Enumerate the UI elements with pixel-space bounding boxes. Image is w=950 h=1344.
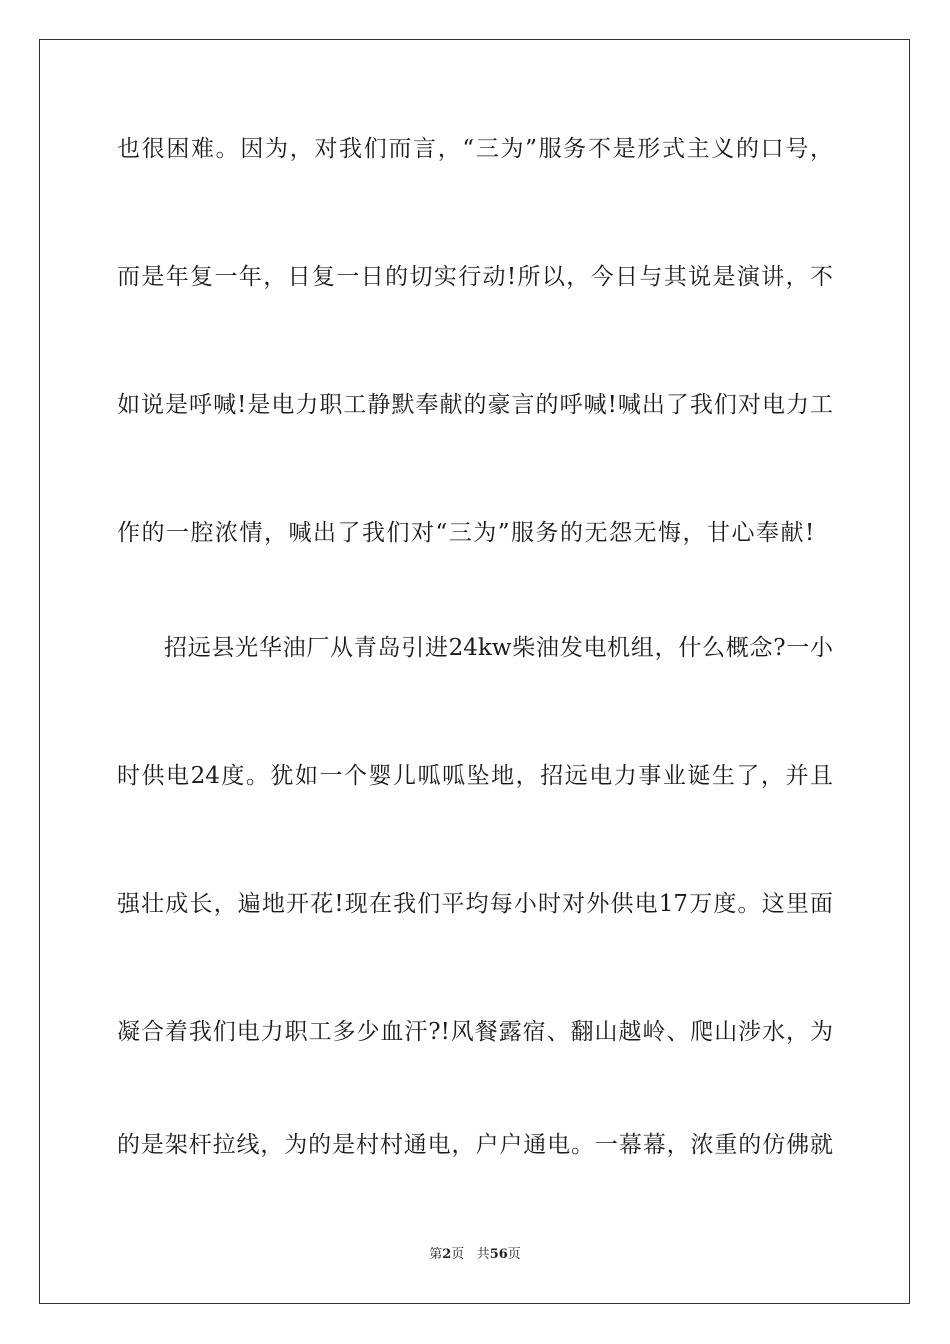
total-label-suffix: 页 xyxy=(507,1247,521,1262)
text-line: 作的一腔浓情，喊出了我们对“三为”服务的无怨无悔，甘心奉献! xyxy=(117,520,816,546)
text-line: 如说是呼喊!是电力职工静默奉献的豪言的呼喊!喊出了我们对电力工 xyxy=(117,392,833,418)
page-label-suffix: 页 xyxy=(451,1247,465,1262)
total-pages: 56 xyxy=(489,1247,508,1262)
text-line: 时供电24度。犹如一个婴儿呱呱坠地，招远电力事业诞生了，并且 xyxy=(117,763,833,789)
text-line: 的是架杆拉线，为的是村村通电，户户通电。一幕幕，浓重的仿佛就 xyxy=(117,1132,833,1158)
page-footer xyxy=(0,1245,950,1265)
page-border xyxy=(39,39,910,1304)
text-line: 也很困难。因为，对我们而言，“三为”服务不是形式主义的口号， xyxy=(117,136,833,162)
text-line: 强壮成长，遍地开花!现在我们平均每小时对外供电17万度。这里面 xyxy=(117,891,833,917)
total-label-prefix: 共 xyxy=(476,1247,490,1262)
text-line: 而是年复一年，日复一日的切实行动!所以，今日与其说是演讲，不 xyxy=(117,264,833,290)
paragraph-first-line: 招远县光华油厂从青岛引进24kw柴油发电机组，什么概念?一小 xyxy=(164,635,833,661)
page-number: 2 xyxy=(442,1247,452,1262)
text-line: 凝合着我们电力职工多少血汗?!风餐露宿、翻山越岭、爬山涉水，为 xyxy=(117,1019,833,1045)
page-label-prefix: 第 xyxy=(429,1247,443,1262)
